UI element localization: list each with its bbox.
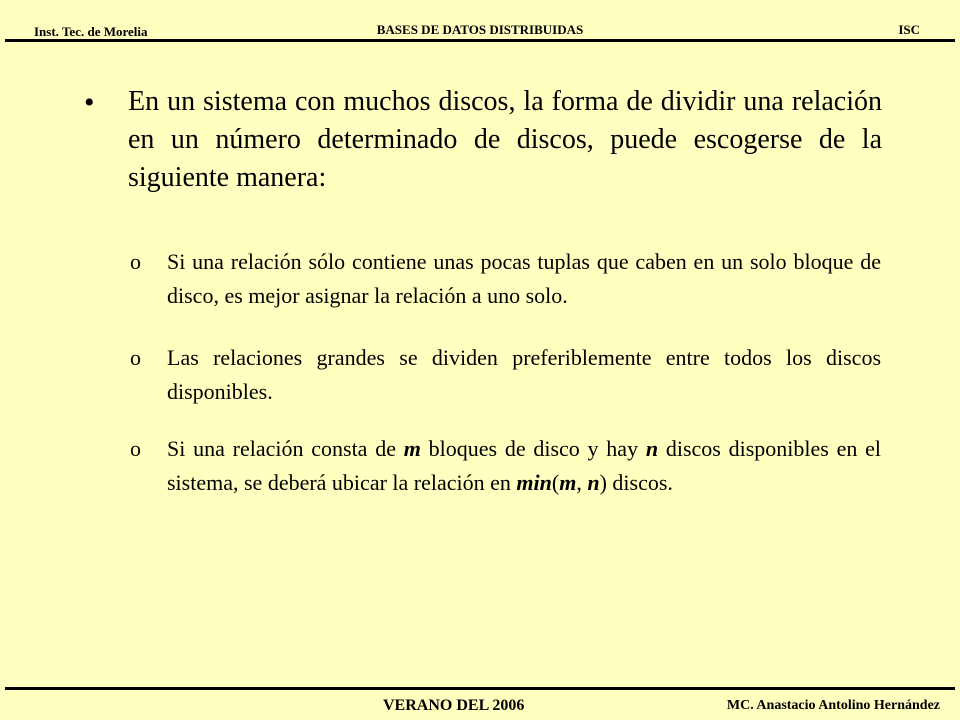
subitem-text: Las relaciones grandes se dividen preferiblemente entre todos los discos disponibles. <box>167 345 881 404</box>
header-divider <box>5 39 955 42</box>
subitem-text-part: discos disponibles en el sistema, se deberá ubicar la relación en <box>167 436 881 495</box>
subitem-marker: o <box>130 345 141 370</box>
header-course-title: BASES DE DATOS DISTRIBUIDAS <box>376 22 584 37</box>
bullet-marker: • <box>84 86 95 119</box>
variable-m: m <box>559 470 577 495</box>
footer-author: MC. Anastacio Antolino Hernández <box>726 698 940 713</box>
subitem-text-part: Si una relación consta de <box>167 436 404 461</box>
subitem-text-part: bloques de disco y hay <box>420 436 646 461</box>
subitem-marker: o <box>130 249 141 274</box>
subitem-text-part: , <box>576 470 588 495</box>
subitem-marker: o <box>130 436 141 461</box>
subitem-text <box>167 432 881 500</box>
bullet-text: En un sistema con muchos discos, la forma de dividir una relación en un número determinado de discos, puede escogerse de la siguiente manera: <box>128 86 882 193</box>
footer-divider <box>5 687 955 690</box>
function-min: min <box>516 470 552 495</box>
header-institution: Inst. Tec. de Morelia <box>34 24 148 39</box>
variable-n: n <box>587 470 600 495</box>
variable-m: m <box>403 436 421 461</box>
footer-term: VERANO DEL 2006 <box>383 697 525 714</box>
subitem-text-part: ) discos. <box>599 470 673 495</box>
subitem-text-part: ( <box>551 470 560 495</box>
header-program: ISC <box>898 22 920 37</box>
subitem-text: Si una relación sólo contiene unas pocas tuplas que caben en un solo bloque de disco, es mejor asignar la relación a uno solo. <box>167 249 881 308</box>
variable-n: n <box>645 436 659 461</box>
